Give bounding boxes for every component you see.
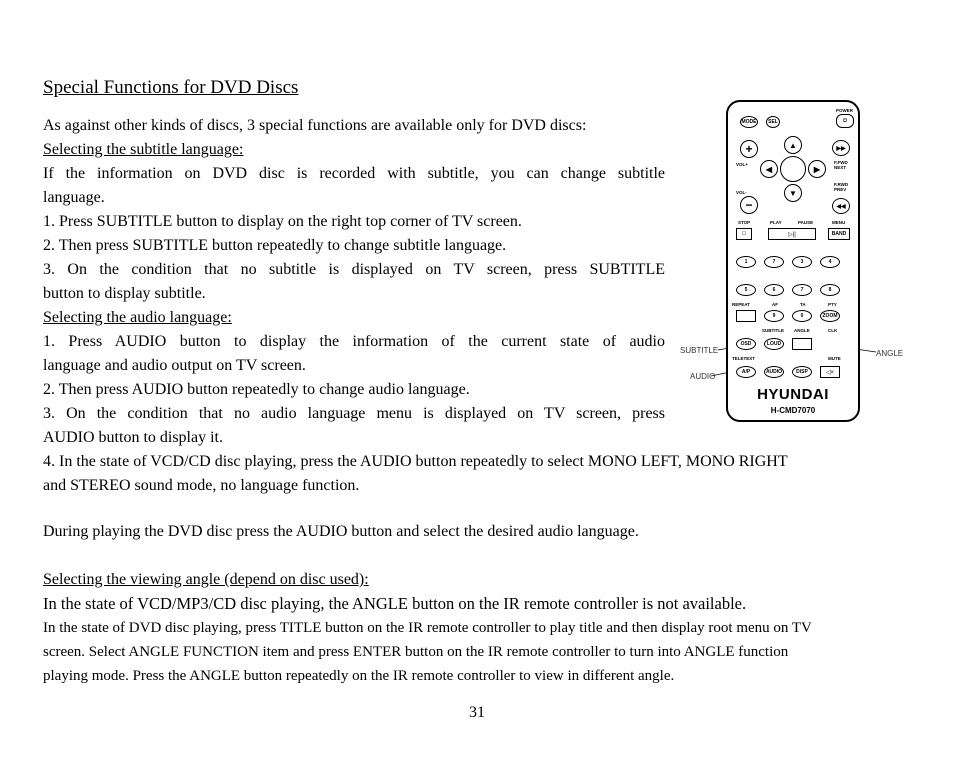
angle-label: ANGLE	[794, 328, 810, 333]
repeat-label: REPEAT	[732, 302, 750, 307]
teletext-label: TELETEXT	[732, 356, 756, 361]
subtitle-step1: 1. Press SUBTITLE button to display on the right top corner of TV screen.	[43, 213, 522, 230]
dpad-enter-button	[780, 156, 806, 182]
zoom-button: ZOOM	[820, 310, 840, 322]
band-button: BAND	[828, 228, 850, 240]
prev-button: ◀◀	[832, 198, 850, 214]
vol-up-label: VOL+	[736, 162, 748, 167]
num-3-button: 3	[792, 256, 812, 268]
loud-button: LOUD	[764, 338, 784, 350]
num-4-button: 4	[820, 256, 840, 268]
next-button: ▶▶	[832, 140, 850, 156]
subtitle-heading: Selecting the subtitle language:	[43, 141, 244, 158]
angle-heading: Selecting the viewing angle (depend on disc used):	[43, 571, 369, 588]
audio-step4b: and STEREO sound mode, no language function.	[43, 477, 360, 494]
play-pause-button: ▷||	[768, 228, 816, 240]
power-button: ⏻	[836, 114, 854, 128]
num-9-button: 9	[764, 310, 784, 322]
ta-label: TA	[800, 302, 806, 307]
angle-p2b: screen. Select ANGLE FUNCTION item and press ENTER button on the IR remote controller to turn into ANGLE function	[43, 644, 789, 660]
dpad-right-button: ▶	[808, 160, 826, 178]
subtitle-step2: 2. Then press SUBTITLE button repeatedly to change subtitle language.	[43, 237, 507, 254]
prev-label: F.RWD PREV	[834, 182, 849, 192]
subtitle-step3a: 3. On the condition that no subtitle is displayed on TV screen, press SUBTITLE	[43, 261, 665, 278]
menu-label: MENU	[832, 220, 846, 225]
remote-body	[726, 100, 860, 422]
audio-step1b: language and audio output on TV screen.	[43, 357, 306, 374]
stop-button: □	[736, 228, 752, 240]
remote-illustration	[678, 96, 906, 432]
brand-logo: HYUNDAI	[757, 386, 829, 403]
num-6-button: 6	[764, 284, 784, 296]
sel-button: SEL	[766, 116, 780, 128]
audio-heading: Selecting the audio language:	[43, 309, 232, 326]
ap-button: A/P	[736, 366, 756, 378]
num-8-button: 8	[820, 284, 840, 296]
mode-button: MODE	[740, 116, 758, 128]
angle-button	[792, 338, 812, 350]
dpad-left-button: ◀	[760, 160, 778, 178]
callout-subtitle: SUBTITLE	[680, 346, 719, 355]
dpad-down-button: ▼	[784, 184, 802, 202]
vol-down-button: −	[740, 196, 758, 214]
vol-up-button: +	[740, 140, 758, 158]
audio-step2: 2. Then press AUDIO button repeatedly to change audio language.	[43, 381, 470, 398]
vol-down-label: VOL-	[736, 190, 747, 195]
subtitle-p1a: If the information on DVD disc is recorded with subtitle, you can change subtitle	[43, 165, 665, 182]
subtitle-step3b: button to display subtitle.	[43, 285, 206, 302]
page-title: Special Functions for DVD Discs	[43, 77, 299, 98]
audio-step3b: AUDIO button to display it.	[43, 429, 223, 446]
angle-p1: In the state of VCD/MP3/CD disc playing, the ANGLE button on the IR remote controller is not available.	[43, 594, 747, 613]
mute-button: ◁×	[820, 366, 840, 378]
stop-label: STOP	[738, 220, 751, 225]
audio-step1a: 1. Press AUDIO button to display the information of the current state of audio	[43, 333, 665, 350]
angle-p2c: playing mode. Press the ANGLE button repeatedly on the IR remote controller to view in different angle.	[43, 668, 675, 684]
intro-text: As against other kinds of discs, 3 special functions are available only for DVD discs:	[43, 117, 587, 134]
repeat-button	[736, 310, 756, 322]
angle-p2a: In the state of DVD disc playing, press TITLE button on the IR remote controller to play title and then display root menu on TV	[43, 620, 812, 636]
next-label: F.FWD NEXT	[834, 160, 848, 170]
audio-step4a: 4. In the state of VCD/CD disc playing, press the AUDIO button repeatedly to select MONO LEFT, MONO RIGHT	[43, 453, 788, 470]
subtitle-label: SUBTITLE	[762, 328, 784, 333]
callout-angle: ANGLE	[876, 349, 904, 358]
clk-label: CLK	[828, 328, 838, 333]
audio-button: AUDIO	[764, 366, 784, 378]
power-label: POWER	[836, 108, 854, 113]
mute-label: MUTE	[828, 356, 841, 361]
osd-button: OSD	[736, 338, 756, 350]
audio-during: During playing the DVD disc press the AUDIO button and select the desired audio language.	[43, 523, 639, 540]
af-label: AF	[772, 302, 778, 307]
audio-step3a: 3. On the condition that no audio language menu is displayed on TV screen, press	[43, 405, 665, 422]
num-0-button: 0	[792, 310, 812, 322]
pty-label: PTY	[828, 302, 837, 307]
page-number: 31	[469, 704, 485, 721]
dpad-up-button: ▲	[784, 136, 802, 154]
num-5-button: 5	[736, 284, 756, 296]
pause-label: PAUSE	[798, 220, 814, 225]
subtitle-p1b: language.	[43, 189, 105, 206]
num-2-button: 7	[764, 256, 784, 268]
disp-button: DISP	[792, 366, 812, 378]
num-1-button: 1	[736, 256, 756, 268]
play-label: PLAY	[770, 220, 782, 225]
num-7-button: 7	[792, 284, 812, 296]
callout-audio: AUDIO	[690, 372, 716, 381]
model-label: H-CMD7070	[770, 406, 816, 415]
